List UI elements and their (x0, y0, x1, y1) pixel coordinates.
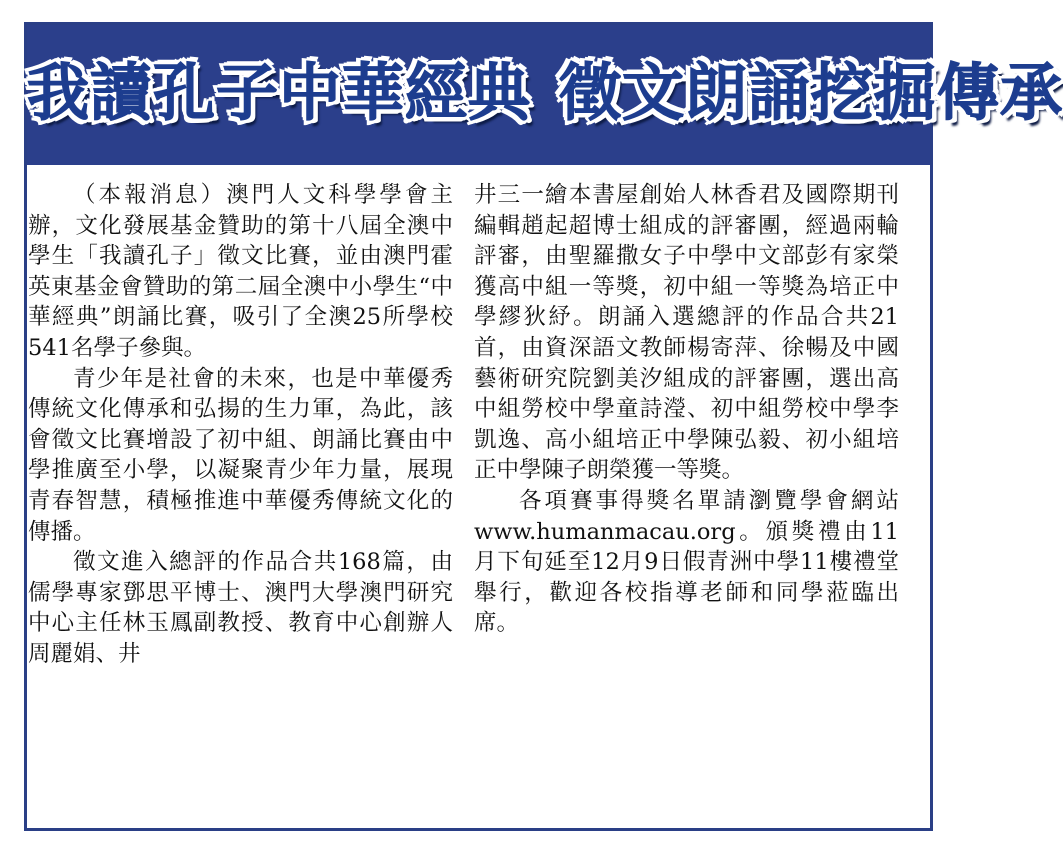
paragraph-judging-continued: 井三一繪本書屋創始人林香君及國際期刊編輯趙起超博士組成的評審團，經過兩輪評審，由聖羅撒女子中學中文部彭有家榮獲高中組一等獎，初中組一等獎為培正中學繆狄紓。朗誦入選總評的作品合共21首，由資深語文教師楊寄萍、徐暢及中國藝術研究院劉美汐組成的評審團，選出高中組勞校中學童詩瀅、初中組勞校中學李凱逸、高小組培正中學陳弘毅、初小組培正中學陳子朗榮獲一等獎。 (474, 182, 899, 484)
paragraph-essay-judging: 徵文進入總評的作品合共168篇，由儒學專家鄧思平博士、澳門大學澳門研究中心主任林玉鳳副教授、教育中心創辦人周麗娟、井 (28, 549, 453, 667)
paragraph-award-ceremony: 各項賽事得獎名單請瀏覽學會網站www.humanmacau.org。頒獎禮由11月下旬延至12月9日假青洲中學11樓禮堂舉行，歡迎各校指導老師和同學蒞臨出席。 (474, 487, 899, 637)
headline (27, 53, 1063, 133)
article-column-left (28, 180, 453, 670)
headline-part-2: 徵文朗誦挖掘傳承 (559, 56, 1063, 129)
article-column-right (474, 180, 899, 639)
paragraph-youth: 青少年是社會的未來，也是中華優秀傳統文化傳承和弘揚的生力軍，為此，該會徵文比賽增設了初中組、朗誦比賽由中學推廣至小學，以凝聚青少年力量，展現青春智慧，積極推進中華優秀傳統文化的傳播。 (28, 365, 453, 545)
headline-banner (27, 25, 1063, 165)
paragraph-intro: （本報消息）澳門人文科學學會主辦，文化發展基金贊助的第十八屆全澳中學生「我讀孔子」徵文比賽，並由澳門霍英東基金會贊助的第二屆全澳中小學生“中華經典”朗誦比賽，吸引了全澳25所學校541名學子參與。 (28, 182, 453, 361)
headline-part-1: 我讀孔子中華經典 (27, 56, 532, 129)
